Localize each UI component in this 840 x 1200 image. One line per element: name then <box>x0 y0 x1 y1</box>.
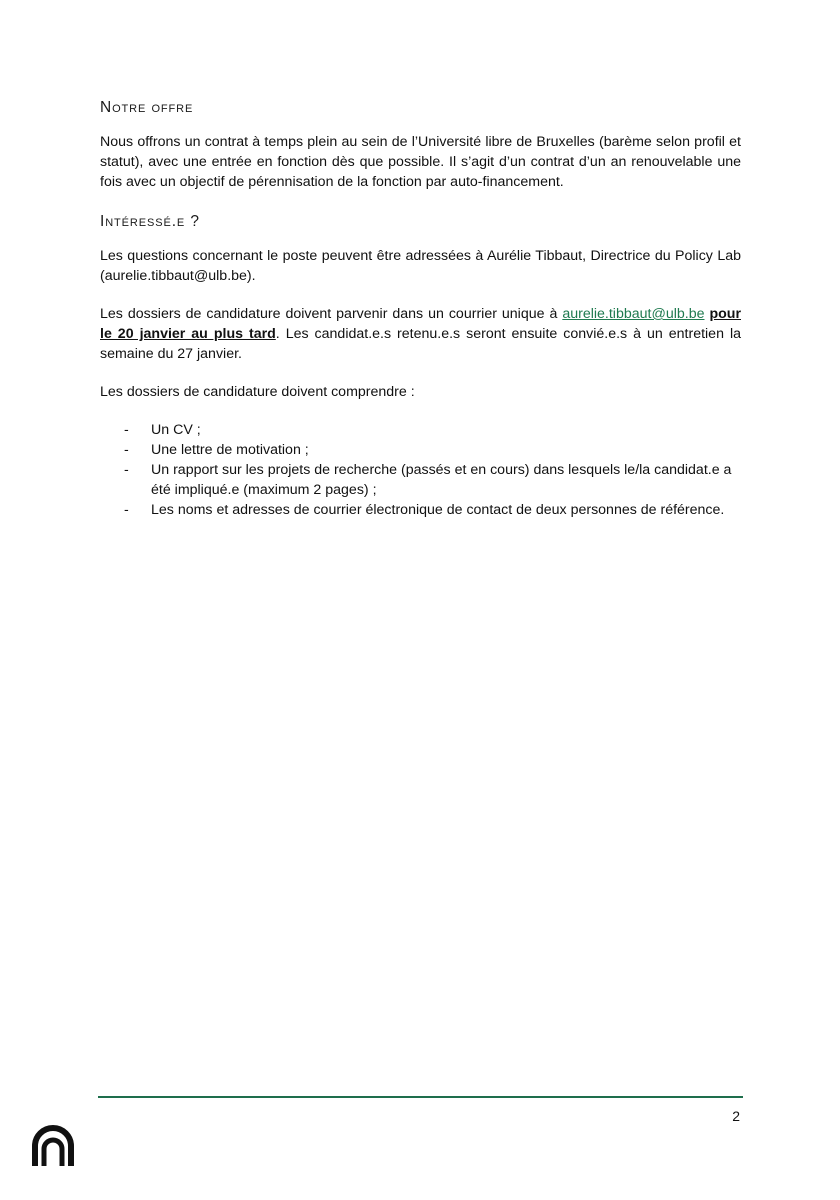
document-body <box>100 98 741 520</box>
list-item <box>100 500 741 520</box>
list-dash: - <box>124 422 129 438</box>
list-item <box>100 440 741 460</box>
list-item <box>100 420 741 440</box>
list-item <box>100 460 741 500</box>
page-number: 2 <box>732 1108 740 1124</box>
email-link[interactable]: aurelie.tibbaut@ulb.be <box>562 306 705 322</box>
application-text-before: Les dossiers de candidature doivent parvenir dans un courrier unique à <box>100 306 563 322</box>
list-item-text: Les noms et adresses de courrier électronique de contact de deux personnes de référence. <box>151 502 725 518</box>
list-dash: - <box>124 502 129 518</box>
application-text-after: . Les candidat.e.s retenu.e.s seront ensuite convié.e.s à un entretien la semaine du 27 janvier. <box>100 326 741 362</box>
requirements-intro: Les dossiers de candidature doivent comprendre : <box>100 384 415 400</box>
list-item-text: Un rapport sur les projets de recherche (passés et en cours) dans lesquels le/la candidat.e a été impliqué.e (maximum 2 pages) ; <box>151 462 732 498</box>
ulb-arch-logo-icon <box>30 1124 76 1170</box>
list-dash: - <box>124 462 129 478</box>
requirements-list <box>100 420 741 520</box>
offer-paragraph: Nous offrons un contrat à temps plein au sein de l’Université libre de Bruxelles (barème selon profil et statut), avec une entrée en fonction dès que possible. Il s’agit d’un contrat d’un an renouvelable une fois avec un objectif de pérennisation de la fonction par auto-financement. <box>100 134 741 190</box>
application-paragraph <box>100 304 741 364</box>
list-dash: - <box>124 442 129 458</box>
footer-rule <box>98 1096 743 1098</box>
section-heading-interest: Intéressé.e ? <box>100 213 200 230</box>
section-heading-offer: Notre offre <box>100 99 194 116</box>
list-item-text: Un CV ; <box>151 422 201 438</box>
deadline-text: pour le 20 janvier au plus tard <box>100 306 741 342</box>
list-item-text: Une lettre de motivation ; <box>151 442 309 458</box>
questions-paragraph: Les questions concernant le poste peuvent être adressées à Aurélie Tibbaut, Directrice du Policy Lab (aurelie.tibbaut@ulb.be). <box>100 248 741 284</box>
